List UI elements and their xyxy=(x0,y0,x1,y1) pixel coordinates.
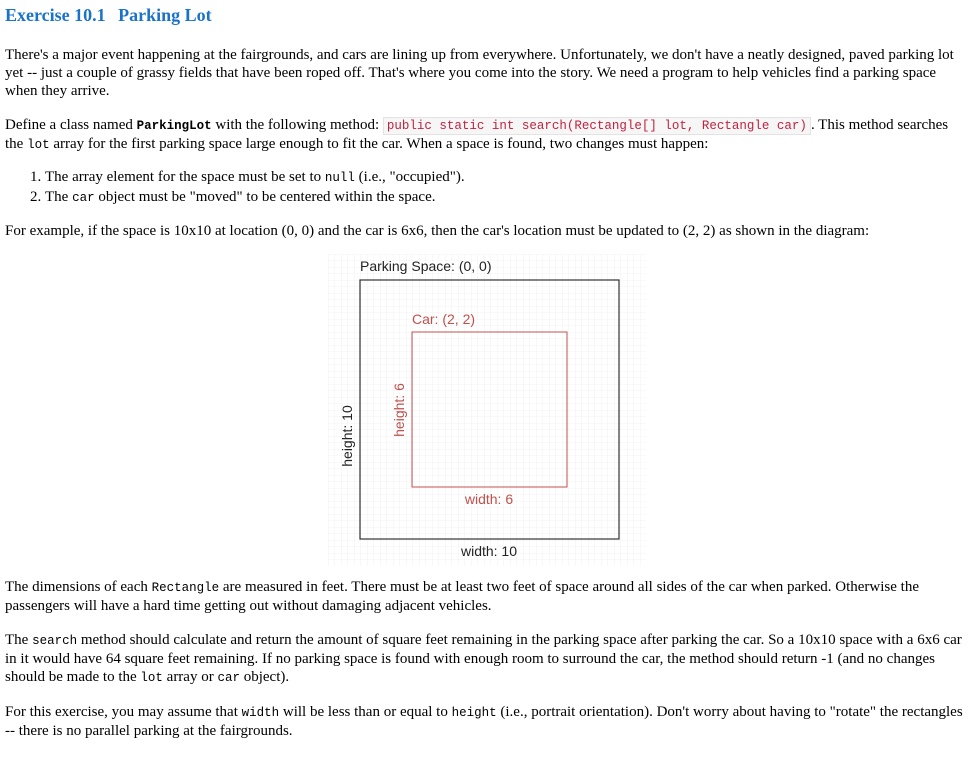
car-label: Car: (2, 2) xyxy=(412,311,476,327)
define-text-post1: . This method searches the xyxy=(5,117,949,152)
dimensions-paragraph xyxy=(5,578,963,615)
class-name-code: ParkingLot xyxy=(136,119,212,133)
search-mid2: array or xyxy=(162,669,218,685)
step-1-post: (i.e., "occupied"). xyxy=(354,169,465,185)
search-pre: The xyxy=(5,632,33,648)
rectangle-code: Rectangle xyxy=(151,581,220,595)
parking-diagram xyxy=(328,254,646,566)
search-mid: method should calculate and return the amount of square feet remaining in the parking space after parking the car. So a 10x10 space with a 6x6 car in it would have 64 square feet remaining. If no parking space is found with enough room to surround the car, the method should return -1 (and no changes should be made to the xyxy=(5,632,962,685)
define-text-pre: Define a class named xyxy=(5,117,137,133)
define-text-post2: array for the first parking space large enough to fit the car. When a space is found, two changes must happen: xyxy=(49,136,709,152)
diagram-svg xyxy=(328,254,646,566)
search-code: search xyxy=(32,634,78,648)
intro-paragraph: There's a major event happening at the fairgrounds, and cars are lining up from everywhere. Unfortunately, we don't have a neatly designed, paved parking lot yet -- just a couple of grassy fields that have been roped off. That's where you come into the story. We need a program to help vehicles find a parking space when they arrive. xyxy=(5,47,954,99)
diagram-grid xyxy=(328,254,646,566)
assume-post: (i.e., portrait orientation). Don't worry about having to "rotate" the rectangles -- there is no parallel parking at the fairgrounds. xyxy=(5,704,963,739)
define-text-mid: with the following method: xyxy=(211,117,383,133)
car-height-label: height: 6 xyxy=(391,383,407,437)
space-label: Parking Space: (0, 0) xyxy=(360,258,492,274)
exercise-page xyxy=(0,4,973,740)
space-width-label: width: 10 xyxy=(460,543,518,559)
search-post: object). xyxy=(239,669,290,685)
assume-pre: For this exercise, you may assume that xyxy=(5,704,242,720)
exercise-number: Exercise 10.1 xyxy=(5,5,106,25)
method-signature-code: public static int search(Rectangle[] lot, Rectangle car) xyxy=(383,117,811,135)
car-code-2: car xyxy=(217,671,240,685)
step-2-pre: The xyxy=(45,189,73,205)
height-code: height xyxy=(451,706,497,720)
lot-code-2: lot xyxy=(140,671,163,685)
exercise-heading xyxy=(5,4,963,26)
exercise-title: Parking Lot xyxy=(118,5,212,25)
assume-paragraph xyxy=(5,703,963,740)
steps-list xyxy=(5,168,963,208)
null-code: null xyxy=(324,171,355,185)
step-2-post: object must be "moved" to be centered within the space. xyxy=(94,189,436,205)
assume-mid: will be less than or equal to xyxy=(279,704,452,720)
define-paragraph xyxy=(5,116,963,154)
search-paragraph xyxy=(5,631,963,687)
space-height-label: height: 10 xyxy=(339,405,355,467)
dimensions-pre: The dimensions of each xyxy=(5,579,152,595)
step-1 xyxy=(45,168,963,188)
car-code: car xyxy=(72,191,95,205)
width-code: width xyxy=(241,706,280,720)
lot-code: lot xyxy=(27,138,50,152)
step-2 xyxy=(45,188,963,208)
step-1-text: The array element for the space must be set to xyxy=(45,169,325,185)
car-width-label: width: 6 xyxy=(464,491,514,507)
example-paragraph: For example, if the space is 10x10 at location (0, 0) and the car is 6x6, then the car's location must be updated to (2, 2) as shown in the diagram: xyxy=(5,223,870,239)
dimensions-post: are measured in feet. There must be at least two feet of space around all sides of the car when parked. Otherwise the passengers will have a hard time getting out without damaging adjacent vehicles. xyxy=(5,579,919,614)
